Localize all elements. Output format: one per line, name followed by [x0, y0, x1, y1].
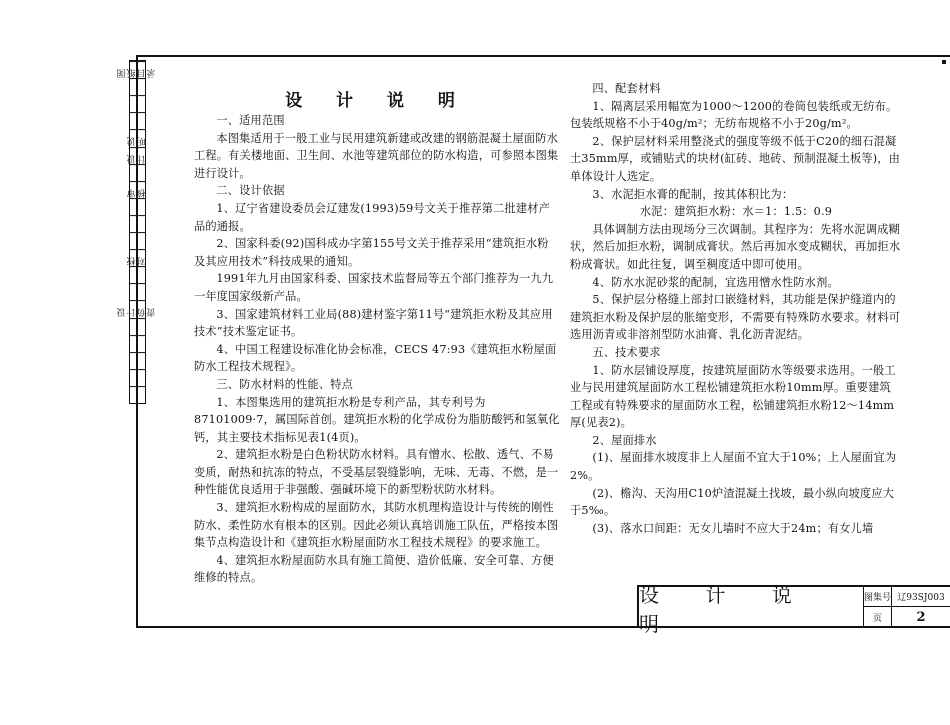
page-number: 2 [916, 610, 926, 625]
page-label: 页 [864, 607, 892, 628]
paragraph: 2、保护层材料采用整浇式的强度等级不低于C20的细石混凝土35mm厚，或铺贴式的块材(缸砖、地砖、预制混凝土板等)，由单体设计人选定。 [570, 134, 901, 183]
paragraph: 本图集适用于一般工业与民用建筑新建或改建的钢筋混凝土屋面防水工程。有关楼地面、卫生间、水池等建筑部位的防水构造，可参照本图集进行设计。 [194, 131, 559, 180]
sidebar-cell [130, 95, 145, 112]
sidebar-cell [130, 335, 145, 352]
sidebar-cell: 说明 [130, 129, 145, 146]
paragraph: 水泥：建筑拒水粉：水＝1：1.5：0.9 [639, 205, 833, 219]
signature-sidebar [117, 60, 158, 404]
paragraph: 4、中国工程建设标准化协会标准，CECS 47:93《建筑拒水粉屋面防水工程技术规程》。 [194, 342, 557, 374]
sidebar-cell [130, 386, 145, 403]
paragraph: 4、建筑拒水粉屋面防水具有施工简便、造价低廉、安全可靠、方便维修的特点。 [194, 553, 554, 585]
paragraph: (2)、檐沟、天沟用C10炉渣混凝土找坡，最小纵向坡度应大于5‰。 [570, 486, 895, 518]
sidebar-cell: 审核 [130, 181, 145, 198]
paragraph: (3)、落水口间距：无女儿墙时不应大于24m；有女儿墙 [592, 521, 874, 535]
paragraph: 3、国家建筑材料工业局(88)建材鉴字第11号“建筑拒水粉及其应用技术”技术鉴定证书。 [194, 307, 553, 339]
sidebar-cell: 设计负责 [130, 300, 145, 317]
right-column [570, 80, 902, 537]
paragraph: 2、屋面排水 [592, 433, 657, 447]
paragraph: 一、适用范围 [216, 114, 285, 127]
paragraph: 三、防水材料的性能、特点 [216, 377, 354, 391]
paragraph: 四、配套材料 [592, 82, 661, 95]
paragraph: 具体调制方法由现场分三次调制。其程序为：先将水泥调成糊状，然后加拒水粉，调制成膏状。然后再加水变成糊状，再加拒水粉成膏状。如此往复，调至稠度适中即可使用。 [570, 222, 901, 271]
sidebar-cell [130, 215, 145, 232]
sidebar-cell [130, 318, 145, 335]
sidebar-cell [130, 283, 145, 300]
paragraph: 1991年九月由国家科委、国家技术监督局等五个部门推荐为一九九一年度国家级新产品。 [194, 272, 554, 303]
paragraph: 2、建筑拒水粉是白色粉状防水材料。具有憎水、松散、透气、不易变质，耐热和抗冻的特点，不受基层裂缝影响，无味、无毒、不燃，是一种性能优良适用于非强酸、强碱环境下的新型粉状防水材料。 [194, 448, 559, 497]
paragraph: 3、水泥拒水膏的配制，按其体积比为： [592, 187, 794, 201]
sidebar-cell: 设计 [130, 147, 145, 164]
left-column [194, 112, 560, 587]
title-block [637, 582, 950, 636]
sidebar-cell [130, 266, 145, 283]
paragraph: 二、设计依据 [216, 184, 285, 198]
paragraph: 1、辽宁省建设委员会辽建发(1993)59号文关于推荐第二批建材产品的通报。 [194, 201, 551, 233]
paragraph: 4、防水水泥砂浆的配制，宜选用憎水性防水剂。 [592, 275, 839, 289]
sidebar-cell [130, 164, 145, 181]
title-block-cells [864, 587, 950, 628]
sidebar-cell [130, 78, 145, 95]
atlas-number-label: 图集号 [864, 587, 892, 607]
paragraph: 1、隔离层采用幅宽为1000～1200的卷筒包装纸或无纺布。包装纸规格不小于40g/m²；无纺布规格不小于20g/m²。 [570, 99, 898, 131]
paragraph: 1、本图集选用的建筑拒水粉是专利产品，其专利号为87101009·7，属国际首创。建筑拒水粉的化学成份为脂肪酸钙和氢氧化钙，其主要技术指标见表1(4页)。 [194, 395, 560, 444]
paragraph: 5、保护层分格缝上部封口嵌缝材料，其功能是保护缝道内的建筑拒水粉及保护层的胀缩变形，不需要有特殊防水要求。材料可选用沥青或非溶剂型防水油膏、乳化沥青泥结。 [570, 293, 901, 342]
paragraph: 3、建筑拒水粉构成的屋面防水，其防水机理构造设计与传统的刚性防水、柔性防水有根本的区别。因此必须认真培训施工队伍，严格按本图集节点构造设计和《建筑拒水粉屋面防水工程技术规程》的要求施工。 [194, 501, 559, 550]
corner-mark [942, 60, 946, 64]
paragraph: (1)、屋面排水坡度非上人屋面不宜大于10%；上人屋面宜为2%。 [570, 451, 897, 483]
sidebar-cell [130, 112, 145, 129]
atlas-number: 辽93SJ003 [892, 587, 950, 607]
page-title: 设 计 说 明 [285, 91, 469, 111]
sidebar-cell [130, 352, 145, 369]
sidebar-cell [130, 232, 145, 249]
sidebar-cell [130, 198, 145, 215]
sidebar-cell [130, 369, 145, 386]
title-block-name: 设 计 说 明 [639, 587, 864, 628]
paragraph: 2、国家科委(92)国科成办字第155号文关于推荐采用“建筑拒水粉及其应用技术”科技成果的通知。 [194, 237, 549, 268]
sidebar-cell: 图纸目录 [130, 61, 145, 78]
paragraph: 1、防水层铺设厚度，按建筑屋面防水等级要求选用。一般工业与民用建筑屋面防水工程松铺建筑拒水粉10mm厚。重要建筑工程或有特殊要求的屋面防水工程，松铺建筑拒水粉12～14mm厚(见表2)。 [570, 363, 896, 430]
paragraph: 五、技术要求 [592, 345, 661, 359]
sidebar-cell: 校对 [130, 249, 145, 266]
